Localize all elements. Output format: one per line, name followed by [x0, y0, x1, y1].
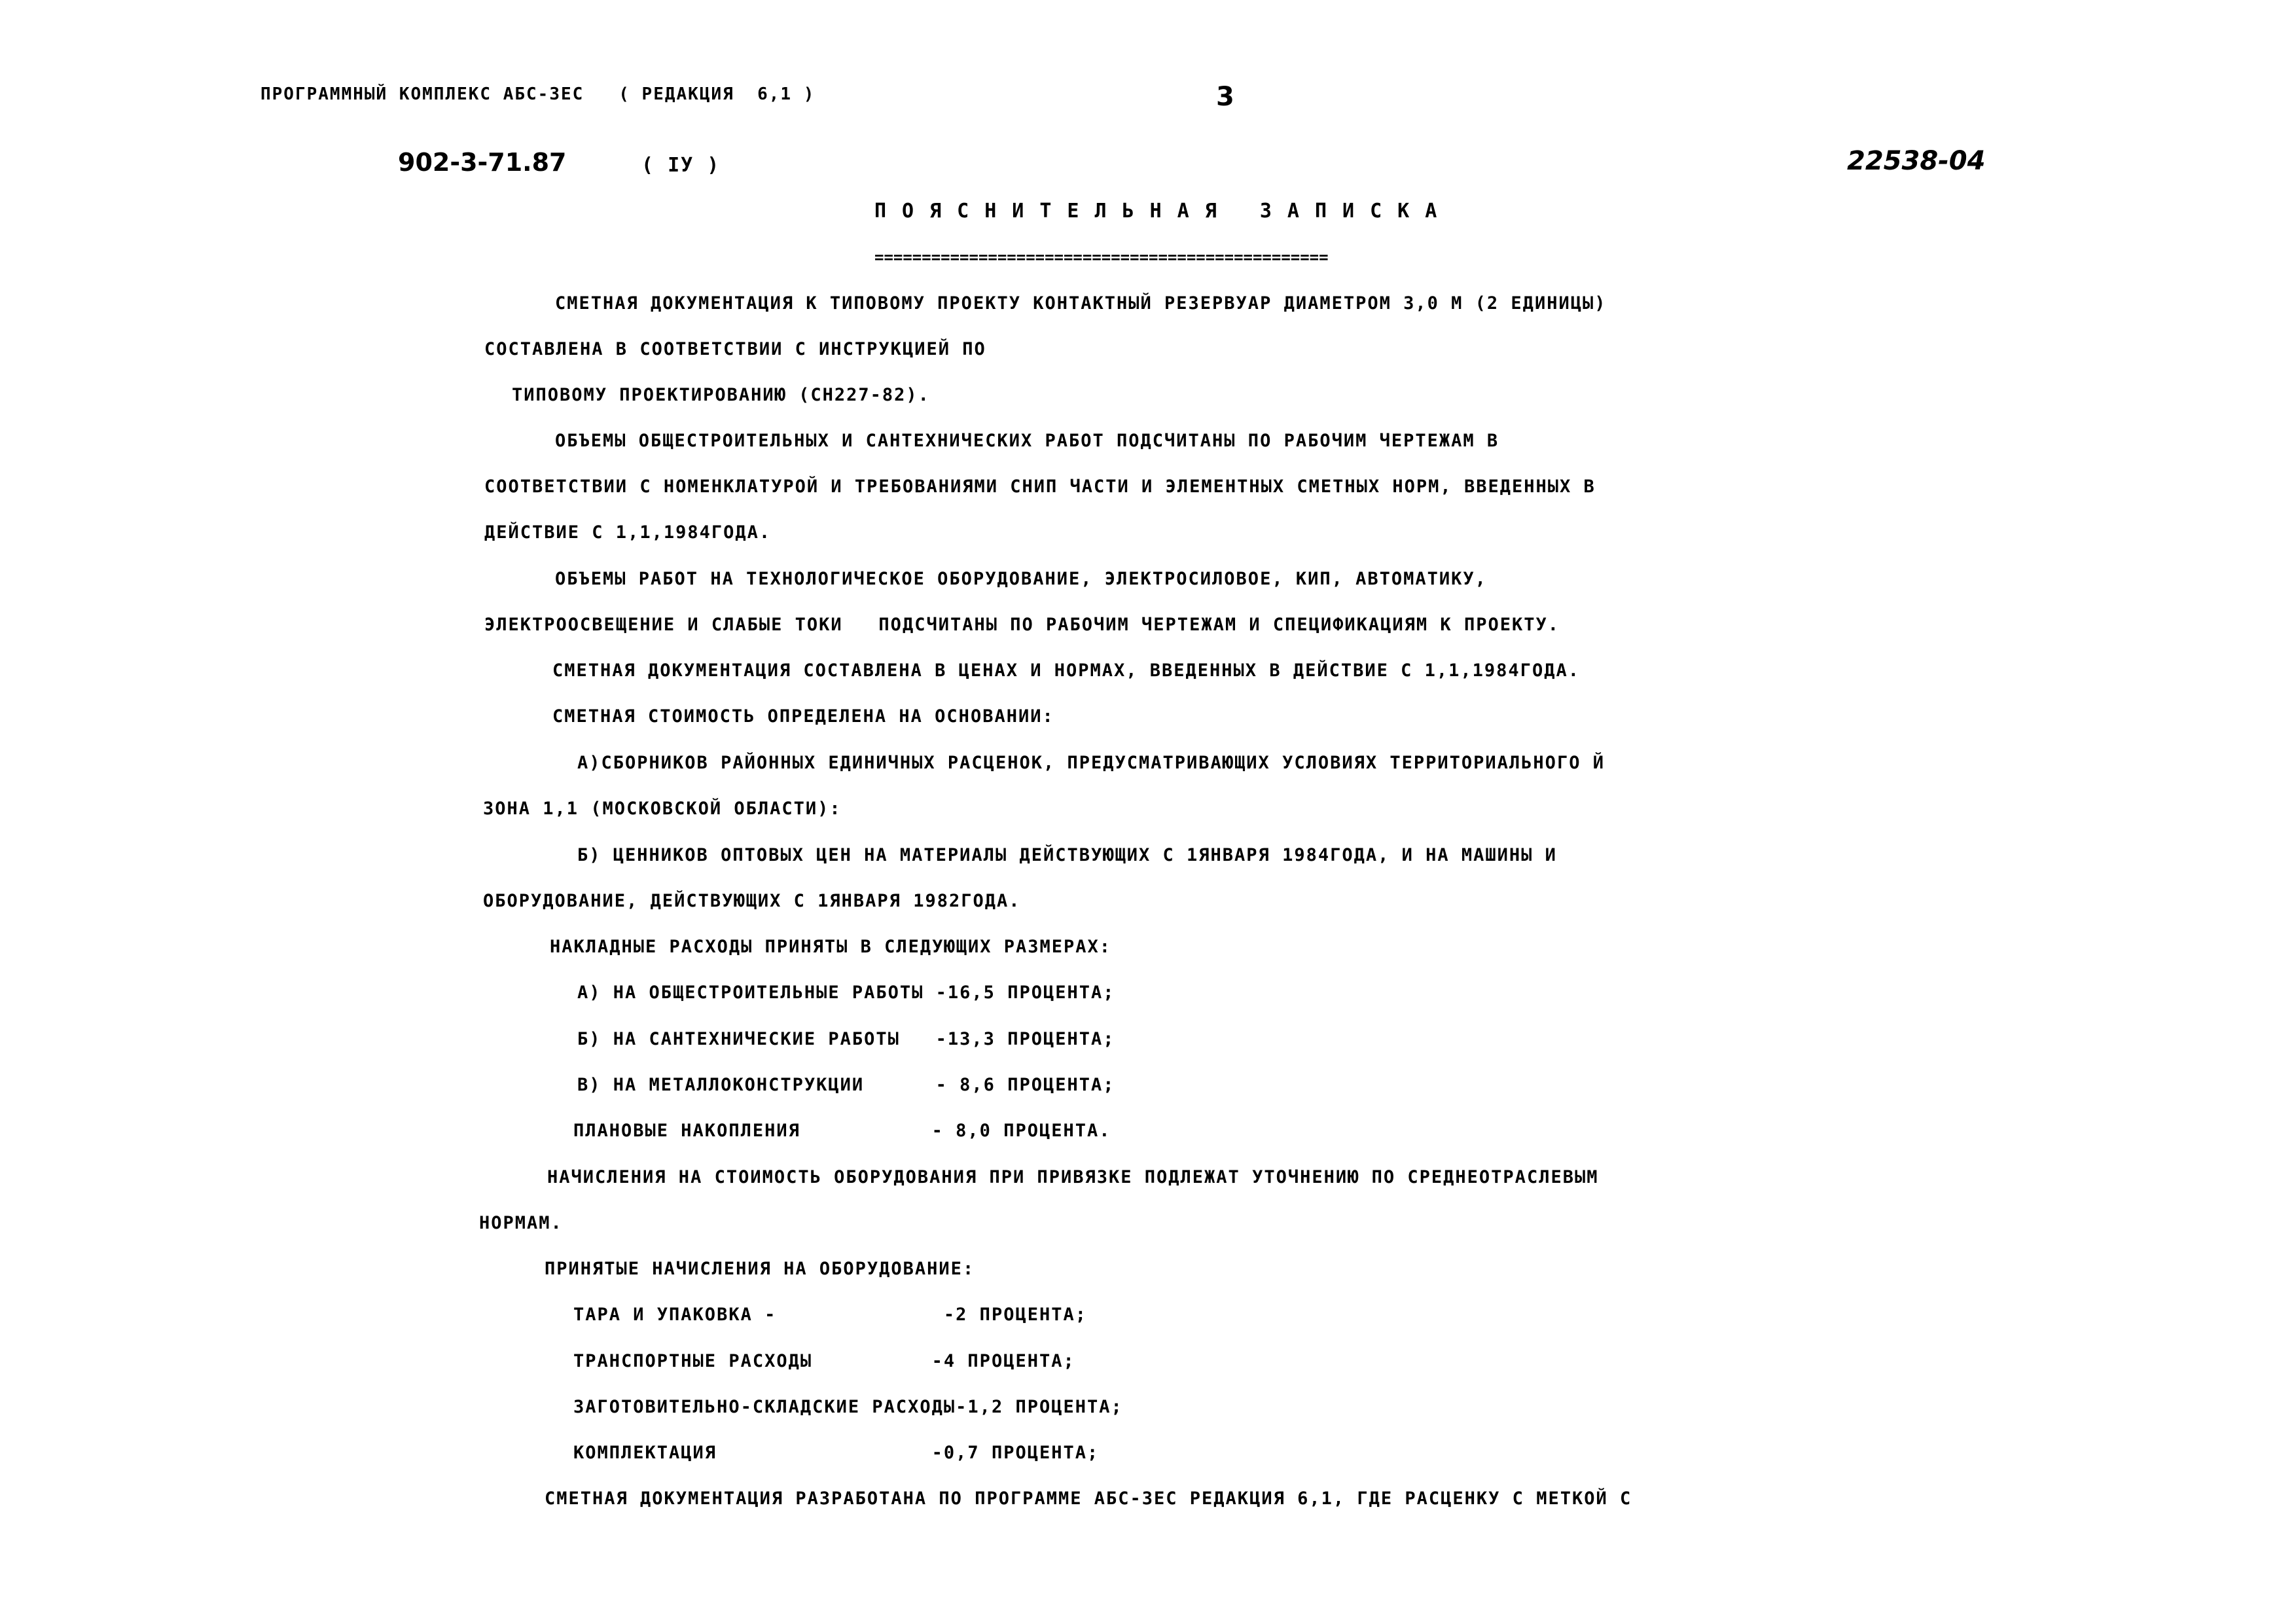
text-line: ДЕЙСТВИЕ С 1,1,1984ГОДА. [484, 522, 772, 543]
text-line: НАКЛАДНЫЕ РАСХОДЫ ПРИНЯТЫ В СЛЕДУЮЩИХ РАЗМЕРАХ: [550, 937, 1112, 957]
text-line: ТАРА И УПАКОВКА - -2 ПРОЦЕНТА; [573, 1305, 1087, 1325]
project-code: 902-3-71.87 [398, 148, 567, 177]
text-line: ЗАГОТОВИТЕЛЬНО-СКЛАДСКИЕ РАСХОДЫ-1,2 ПРОЦЕНТА; [573, 1397, 1123, 1417]
volume-number: ( IУ ) [641, 154, 721, 177]
text-line: СОСТАВЛЕНА В СООТВЕТСТВИИ С ИНСТРУКЦИЕЙ ПО [484, 339, 986, 359]
page-number: 3 [1216, 82, 1234, 112]
text-line: СМЕТНАЯ СТОИМОСТЬ ОПРЕДЕЛЕНА НА ОСНОВАНИИ: [552, 706, 1054, 727]
text-line: Б) ЦЕННИКОВ ОПТОВЫХ ЦЕН НА МАТЕРИАЛЫ ДЕЙСТВУЮЩИХ С 1ЯНВАРЯ 1984ГОДА, И НА МАШИНЫ И [577, 845, 1557, 865]
text-line: КОМПЛЕКТАЦИЯ -0,7 ПРОЦЕНТА; [573, 1443, 1100, 1463]
program-line: ПРОГРАММНЫЙ КОМПЛЕКС АБС-ЗЕС ( РЕДАКЦИЯ 6,1 ) [260, 84, 816, 104]
text-line: А) НА ОБЩЕСТРОИТЕЛЬНЫЕ РАБОТЫ -16,5 ПРОЦЕНТА; [577, 983, 1115, 1003]
text-line: ТРАНСПОРТНЫЕ РАСХОДЫ -4 ПРОЦЕНТА; [573, 1351, 1075, 1371]
text-line: ПЛАНОВЫЕ НАКОПЛЕНИЯ - 8,0 ПРОЦЕНТА. [573, 1121, 1111, 1141]
text-line: В) НА МЕТАЛЛОКОНСТРУКЦИИ - 8,6 ПРОЦЕНТА; [577, 1075, 1115, 1095]
text-line: ОБЪЕМЫ РАБОТ НА ТЕХНОЛОГИЧЕСКОЕ ОБОРУДОВАНИЕ, ЭЛЕКТРОСИЛОВОЕ, КИП, АВТОМАТИКУ, [555, 569, 1487, 589]
text-line: НАЧИСЛЕНИЯ НА СТОИМОСТЬ ОБОРУДОВАНИЯ ПРИ ПРИВЯЗКЕ ПОДЛЕЖАТ УТОЧНЕНИЮ ПО СРЕДНЕОТРАСЛЕВЫМ [547, 1167, 1599, 1187]
text-line: ОБЪЕМЫ ОБЩЕСТРОИТЕЛЬНЫХ И САНТЕХНИЧЕСКИХ РАБОТ ПОДСЧИТАНЫ ПО РАБОЧИМ ЧЕРТЕЖАМ В [555, 431, 1499, 451]
text-line: ЭЛЕКТРООСВЕЩЕНИЕ И СЛАБЫЕ ТОКИ ПОДСЧИТАНЫ ПО РАБОЧИМ ЧЕРТЕЖАМ И СПЕЦИФИКАЦИЯМ К ПРОЕКТУ. [484, 615, 1560, 635]
document-title: ПОЯСНИТЕЛЬНАЯ ЗАПИСКА [874, 200, 1453, 223]
text-line: ПРИНЯТЫЕ НАЧИСЛЕНИЯ НА ОБОРУДОВАНИЕ: [545, 1259, 975, 1279]
text-line: СМЕТНАЯ ДОКУМЕНТАЦИЯ СОСТАВЛЕНА В ЦЕНАХ И НОРМАХ, ВВЕДЕННЫХ В ДЕЙСТВИЕ С 1,1,1984ГОДА. [552, 660, 1580, 681]
text-line: НОРМАМ. [479, 1213, 563, 1233]
text-line: ТИПОВОМУ ПРОЕКТИРОВАНИЮ (СН227-82). [512, 385, 930, 405]
text-line: СООТВЕТСТВИИ С НОМЕНКЛАТУРОЙ И ТРЕБОВАНИЯМИ СНИП ЧАСТИ И ЭЛЕМЕНТНЫХ СМЕТНЫХ НОРМ, ВВЕДЕННЫХ В [484, 477, 1596, 497]
text-line: А)СБОРНИКОВ РАЙОННЫХ ЕДИНИЧНЫХ РАСЦЕНОК, ПРЕДУСМАТРИВАЮЩИХ УСЛОВИЯХ ТЕРРИТОРИАЛЬНОГО Й [577, 753, 1605, 773]
text-line: СМЕТНАЯ ДОКУМЕНТАЦИЯ К ТИПОВОМУ ПРОЕКТУ КОНТАКТНЫЙ РЕЗЕРВУАР ДИАМЕТРОМ 3,0 М (2 ЕДИНИЦЫ) [555, 293, 1607, 314]
title-underline: ================================================ [874, 248, 1329, 266]
text-line: ЗОНА 1,1 (МОСКОВСКОЙ ОБЛАСТИ): [483, 799, 842, 819]
text-line: СМЕТНАЯ ДОКУМЕНТАЦИЯ РАЗРАБОТАНА ПО ПРОГРАММЕ АБС-ЗЕС РЕДАКЦИЯ 6,1, ГДЕ РАСЦЕНКУ С МЕТКОЙ С [545, 1489, 1632, 1509]
text-line: Б) НА САНТЕХНИЧЕСКИЕ РАБОТЫ -13,3 ПРОЦЕНТА; [577, 1029, 1115, 1049]
document-number: 22538-04 [1847, 146, 1986, 176]
text-line: ОБОРУДОВАНИЕ, ДЕЙСТВУЮЩИХ С 1ЯНВАРЯ 1982ГОДА. [483, 891, 1021, 911]
